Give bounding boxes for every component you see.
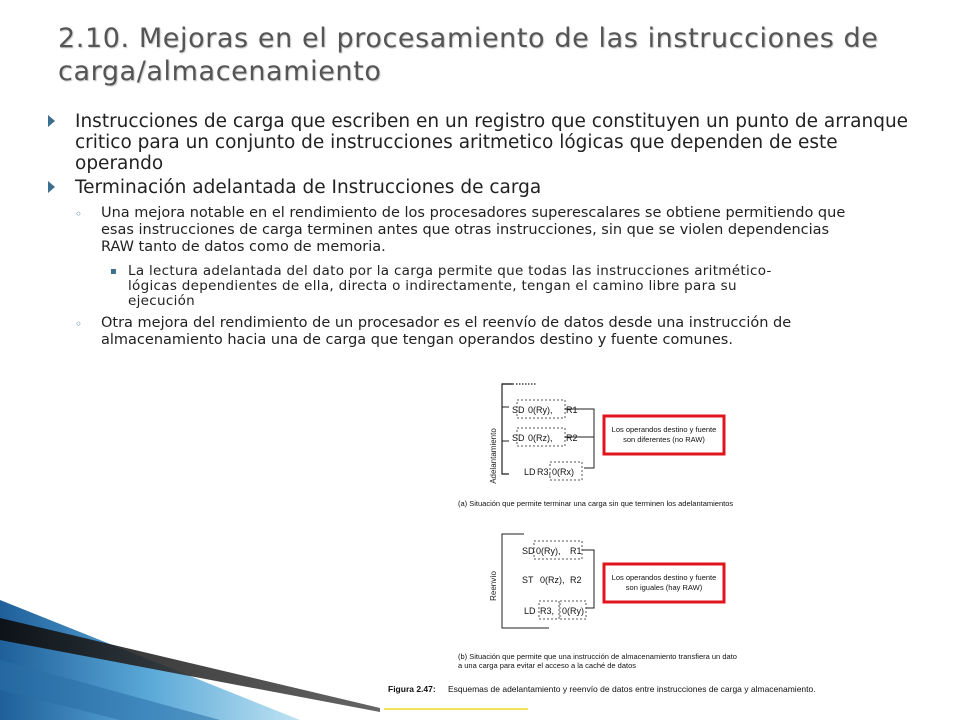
slide-title: 2.10. Mejoras en el procesamiento de las instrucciones de carga/almacenamiento [58, 23, 879, 87]
circle-bullet-icon: ◦ [75, 207, 83, 221]
diagram-b-caption-2: a una carga para evitar el acceso a la caché de datos [458, 661, 637, 670]
box-a-text-1: Los operandos destino y fuente [611, 425, 717, 434]
row-b3-op: LD [524, 606, 536, 616]
sub-bullet-text: Otra mejora del rendimiento de un procesador es el reenvío de datos desde una instrucción de almacenamiento hacia una de carga que tengan operandos destino y fuente comunes. [101, 315, 792, 348]
row-a2-src: 0(Rz), [528, 433, 553, 443]
row-b3-dst: R3, [540, 606, 555, 616]
box-a-text-2: son diferentes (no RAW) [623, 435, 705, 444]
row-b3-src: 0(Ry) [562, 606, 584, 616]
square-bullet-icon: ▪ [110, 266, 117, 277]
box-b-text-2: son iguales (hay RAW) [625, 583, 703, 592]
diagram-a-caption: (a) Situación que permite terminar una carga sin que terminen los adelantamientos [458, 499, 734, 508]
row-b2-op: ST [522, 575, 534, 585]
triangle-bullet-icon [48, 115, 55, 127]
pipeline-figure [384, 376, 870, 710]
figure-caption: Esquemas de adelantamiento y reenvío de datos entre instrucciones de carga y almacenamiento. [448, 684, 816, 694]
diagram-a [458, 384, 733, 508]
row-a1-src: 0(Ry), [528, 405, 553, 415]
row-a3-dst: R3, [537, 467, 552, 477]
pipeline-diagram [384, 376, 870, 710]
row-b1-dst: R1 [570, 546, 582, 556]
box-b-text-1: Los operandos destino y fuente [611, 573, 717, 582]
diagram-b-caption-1: (b) Situación que permite que una instrucción de almacenamiento transfiera un dato [458, 652, 737, 661]
bullet-text: Instrucciones de carga que escriben en un registro que constituyen un punto de arranque critico para un conjunto de instrucciones aritmetico lógicas que dependen de este operando [75, 111, 909, 174]
row-a2-dst: R2 [566, 433, 578, 443]
row-a2-op: SD [512, 433, 525, 443]
row-b2-src: 0(Rz), [540, 575, 565, 585]
triangle-bullet-icon [48, 181, 55, 193]
bullet-text: Terminación adelantada de Instrucciones de carga [75, 177, 542, 198]
figure-label: Figura 2.47: [388, 684, 436, 694]
row-a1-dst: R1 [566, 405, 578, 415]
sub-bullet-text: Una mejora notable en el rendimiento de los procesadores superescalares se obtiene permitiendo que esas instrucciones de carga terminen antes que otras instrucciones, sin que se violen dependencias RAW tanto de datos como de memoria. [101, 205, 846, 255]
row-b2-dst: R2 [570, 575, 582, 585]
sub-sub-bullet-text: La lectura adelantada del dato por la carga permite que todas las instrucciones aritmético-lógicas dependientes de ella, directa o indirectamente, tengan el camino libre para su ejecución [128, 263, 772, 309]
diagram-a-side-label: Adelantamiento [489, 428, 498, 484]
circle-bullet-icon: ◦ [75, 317, 83, 331]
row-a3-op: LD [524, 467, 536, 477]
row-b1-op: SD [522, 546, 535, 556]
row-a3-src: 0(Rx) [552, 467, 574, 477]
diagram-b-side-label: Reenvío [489, 571, 498, 601]
row-b1-src: 0(Ry), [536, 546, 561, 556]
row-a1-op: SD [512, 405, 525, 415]
diagram-b [458, 534, 737, 670]
